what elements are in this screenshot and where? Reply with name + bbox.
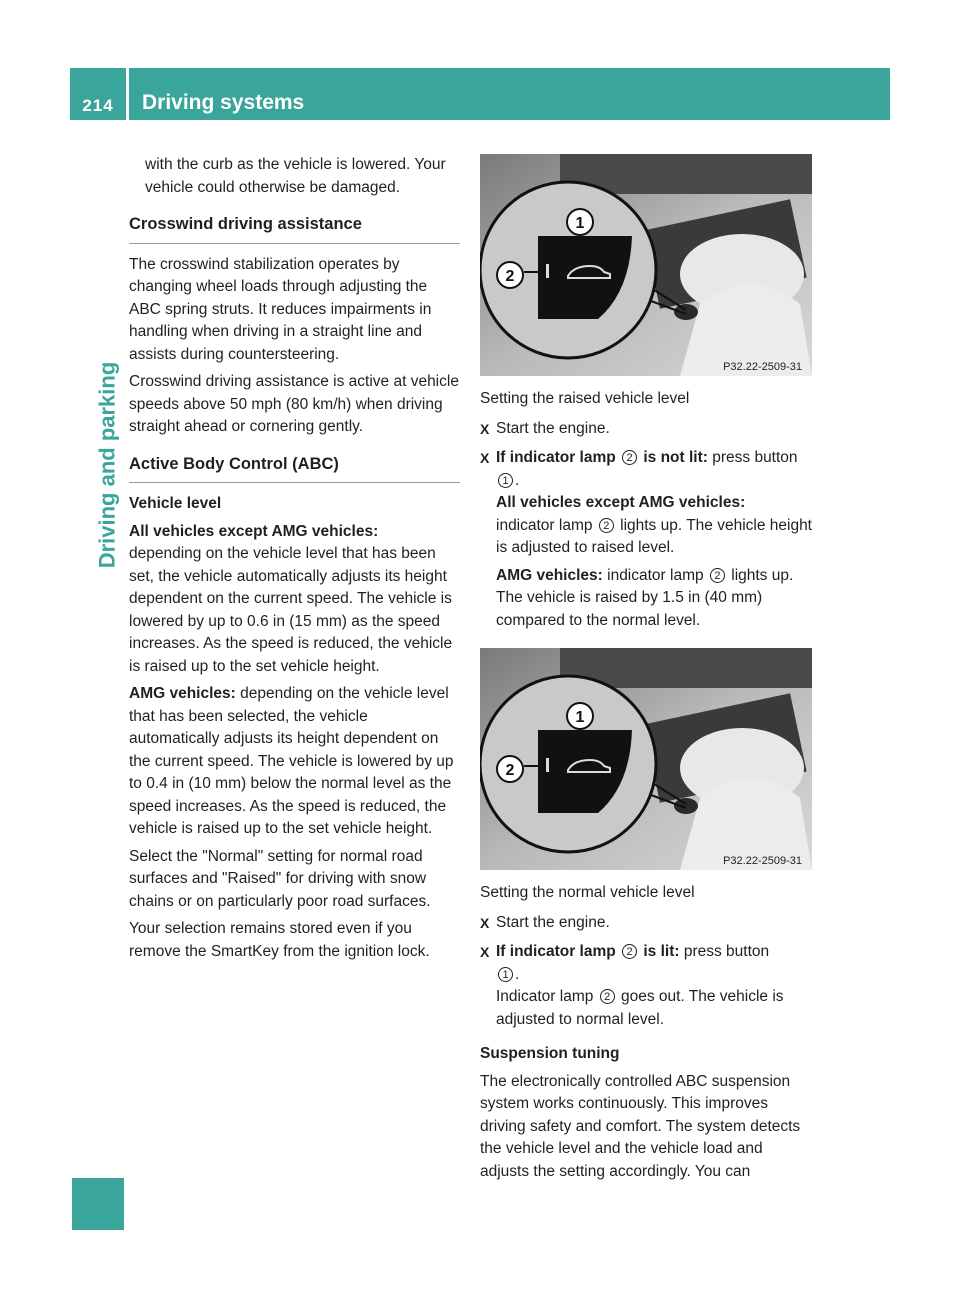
vehicle-level-heading: Vehicle level [129,495,222,512]
amg-text: depending on the vehicle level that has been selected, the vehicle automatically adjusts its height dependent on the current speed. The vehicle is lowered by up to 0.4 in (10 mm) below the normal level as the speed increases. As the speed is reduced, the vehicle is raised up to the set vehicle height. [129,685,454,837]
intro-paragraph: with the curb as the vehicle is lowered. Your vehicle could otherwise be damaged. [145,156,446,196]
non-amg-paragraph [129,521,460,679]
normal-step-2-condition: If indicator lamp [496,943,616,960]
side-tab-marker [72,1178,124,1230]
selection-stored-paragraph: Your selection remains stored even if you remove the SmartKey from the ignition lock. [129,920,430,960]
normal-step-1-text: Start the engine. [496,913,610,931]
callout-2-label: 2 [505,268,515,285]
callout-1-marker [567,703,593,729]
raised-result-text-b: lights up. The vehicle height is adjusted to raised level. [496,516,812,556]
normal-title: Setting the normal vehicle level [480,884,695,901]
callout-2-marker [497,756,523,782]
raised-step-2: X If indicator lamp 2 is not lit: press button 1 . All vehicles except AMG vehicles: indicator lamp 2 lights up. The vehicle height is adjusted to raised level. [480,449,812,556]
raised-amg-label: AMG vehicles: [496,566,603,584]
non-amg-text: depending on the vehicle level that has been set, the vehicle automatically adjusts its height dependent on the current speed. The vehicle is lowered by up to 0.6 in (15 mm) as the speed increases. As the speed is reduced, the vehicle is raised up to the set vehicle height. [129,545,453,675]
callout-2-marker [497,262,523,288]
crosswind-heading: Crosswind driving assistance [129,213,460,244]
callout-1-icon: 1 [498,967,513,982]
raised-amg-text-b: lights up. The vehicle is raised by 1.5 in (40 mm) compared to the normal level. [496,566,794,629]
raised-step-2-condition: If indicator lamp [496,449,616,466]
raised-amg-paragraph [480,565,812,633]
figure-code: P32.22-2509-31 [723,361,802,373]
callout-2-icon: 2 [710,568,725,583]
callout-1-marker [567,209,593,235]
page-number: 214 [82,96,114,115]
normal-step-2-action: press button [683,943,770,960]
callout-2-icon: 2 [622,944,637,959]
callout-2-icon: 2 [599,518,614,533]
normal-step-1 [480,912,812,935]
side-tab [92,250,122,680]
right-column [480,154,812,1183]
figure-code: P32.22-2509-31 [723,855,802,867]
amg-label: AMG vehicles: [129,685,236,702]
callout-1-label: 1 [575,709,585,726]
raised-title: Setting the raised vehicle level [480,390,690,407]
raised-result-text-a: indicator lamp [496,516,593,534]
header-divider [126,68,129,120]
raised-step-1-text: Start the engine. [496,419,610,437]
callout-2-icon: 2 [622,450,637,465]
crosswind-paragraph-2: Crosswind driving assistance is active at vehicle speeds above 50 mph (80 km/h) when driving straight ahead or cornering gently. [129,373,459,435]
amg-paragraph [129,683,460,841]
raised-result-label: All vehicles except AMG vehicles: [496,494,746,511]
callout-1-label: 1 [575,215,585,232]
abc-button-figure-2 [480,648,812,870]
raised-amg-text-a: indicator lamp [607,566,704,584]
select-setting-paragraph: Select the "Normal" setting for normal road surfaces and "Raised" for driving with snow chains or on particularly poor road surfaces. [129,847,431,910]
side-tab-label: Driving and parking [94,361,119,569]
callout-1-icon: 1 [498,473,513,488]
callout-2-label: 2 [505,762,515,779]
raised-step-2-action: press button [712,449,798,466]
crosswind-paragraph-1: The crosswind stabilization operates by changing wheel loads through adjusting the ABC spring struts. It reduces impairments in handling when driving in a straight line and assists during countersteering. [129,255,432,363]
raised-step-1 [480,418,812,441]
normal-result-text-a: Indicator lamp [496,988,594,1005]
step-arrow-icon: X [480,420,490,437]
step-arrow-icon: X [480,914,490,931]
page-title: Driving systems [142,91,305,114]
raised-step-2-condition-tail: is not lit: [643,449,708,466]
step-arrow-icon: X [480,944,490,960]
suspension-paragraph: The electronically controlled ABC suspension system works continuously. This improves driving safety and comfort. The system detects the vehicle level and the vehicle load and adjusts the setting accordingly. You can [480,1072,801,1180]
normal-result-text-b: goes out. The vehicle is adjusted to normal level. [496,988,784,1028]
abc-heading: Active Body Control (ABC) [129,453,460,484]
left-column [129,154,460,963]
callout-2-icon: 2 [600,989,615,1004]
step-arrow-icon: X [480,450,490,466]
non-amg-label: All vehicles except AMG vehicles: [129,522,379,540]
suspension-heading: Suspension tuning [480,1045,620,1062]
abc-button-figure-1 [480,154,812,376]
normal-step-2: X If indicator lamp 2 is lit: press button 1 . Indicator lamp 2 goes out. The vehicle is adjusted to normal level. [480,943,784,1028]
normal-step-2-condition-tail: is lit: [643,943,680,960]
